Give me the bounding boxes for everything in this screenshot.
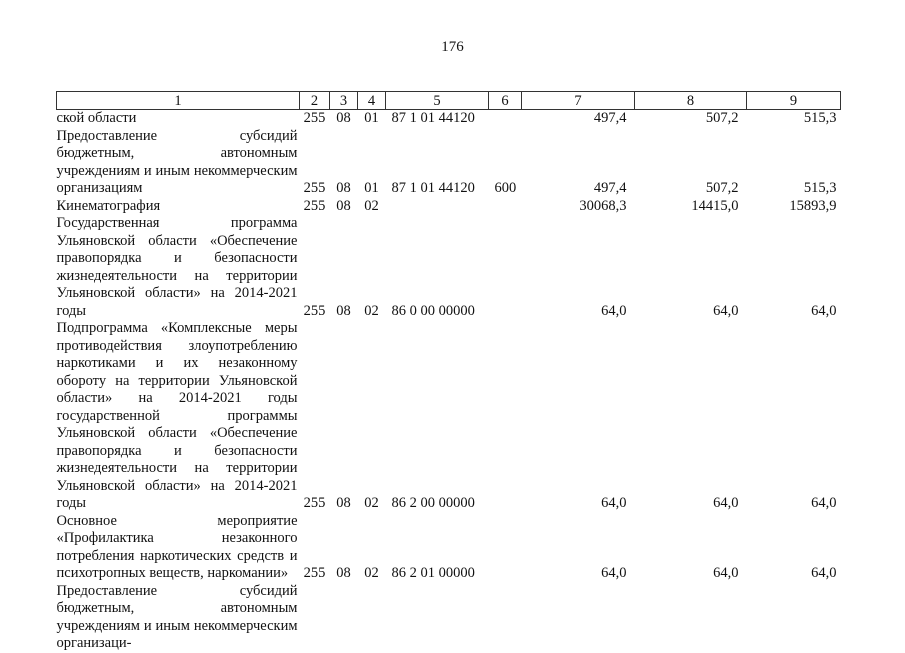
row-amount-col7: [522, 583, 635, 653]
row-admin-code: [300, 583, 330, 653]
row-expense-type: [489, 198, 522, 216]
row-subsection: 02: [364, 302, 379, 319]
row-amount-col7: 64,0: [601, 302, 627, 319]
row-subsection: 02: [364, 565, 379, 581]
row-target-article: 87 1 01 44120: [391, 180, 475, 196]
column-header: 1: [57, 92, 300, 110]
column-header: 6: [489, 92, 522, 110]
row-amount-col8: 507,2: [705, 180, 739, 196]
row-amount-col8: 64,0: [713, 565, 739, 581]
row-amount-col8: [635, 583, 747, 653]
row-name: Кинематография: [56, 197, 161, 214]
row-admin-code: 255: [303, 495, 326, 511]
table-header-row: [57, 92, 841, 110]
table-row: [57, 128, 841, 198]
row-amount-col8: 14415,0: [691, 197, 739, 214]
row-name: Предоставление субсидий бюджетным, автономным учреждениям и иным некоммерческим организациям: [56, 127, 298, 196]
row-amount-col9: [747, 583, 841, 653]
row-target-article: [386, 583, 489, 653]
row-admin-code: 255: [303, 197, 326, 214]
row-section: 08: [336, 495, 351, 511]
row-name: Подпрограмма «Комплексные меры противодействия злоупотреблению наркотиками и их незаконному обороту на территории Ульяновской области» на 2014-2021 годы государственной программы Ульяновской области «Обеспечение правопорядка и безопасности жизнедеятельности на территории Ульяновской области» на 2014-2021 годы: [56, 320, 298, 511]
table-row: [57, 110, 841, 128]
row-amount-col7: 30068,3: [579, 197, 627, 214]
table-row: [57, 215, 841, 320]
row-subsection: 01: [364, 110, 379, 126]
row-target-article: 86 2 00 00000: [391, 495, 475, 511]
row-amount-col7: 497,4: [593, 110, 627, 126]
row-section: 08: [336, 110, 351, 126]
row-name: ской области: [56, 110, 137, 126]
row-name: Основное мероприятие «Профилактика незаконного потребления наркотических средств и психотропных веществ, наркомании»: [56, 512, 298, 581]
row-admin-code: 255: [303, 302, 326, 319]
row-amount-col9: 64,0: [811, 495, 837, 511]
column-header: 2: [300, 92, 330, 110]
column-header: 7: [522, 92, 635, 110]
row-name: Предоставление субсидий бюджетным, автономным учреждениям и иным некоммерческим организаци-: [56, 582, 298, 651]
row-subsection: 02: [364, 197, 379, 214]
row-section: 08: [336, 302, 351, 319]
row-amount-col8: 507,2: [705, 110, 739, 126]
row-section: 08: [336, 180, 351, 196]
row-expense-type: [489, 110, 522, 128]
table-row: [57, 320, 841, 513]
column-header: 4: [358, 92, 386, 110]
budget-table: [56, 91, 841, 653]
row-target-article: 86 2 01 00000: [391, 565, 475, 581]
row-amount-col7: 497,4: [593, 180, 627, 196]
row-admin-code: 255: [303, 180, 326, 196]
row-amount-col9: 515,3: [803, 110, 837, 126]
row-amount-col7: 64,0: [601, 565, 627, 581]
column-header: 5: [386, 92, 489, 110]
table-row: [57, 583, 841, 653]
row-expense-type: [489, 513, 522, 583]
row-target-article: 86 0 00 00000: [391, 302, 475, 319]
row-target-article: 87 1 01 44120: [391, 110, 475, 126]
row-subsection: 01: [364, 180, 379, 196]
row-expense-type: [489, 215, 522, 320]
column-header: 9: [747, 92, 841, 110]
row-expense-type: 600: [494, 180, 517, 196]
row-amount-col7: 64,0: [601, 495, 627, 511]
page-number: 176: [441, 39, 464, 55]
row-amount-col8: 64,0: [713, 495, 739, 511]
row-section: [330, 583, 358, 653]
row-expense-type: [489, 583, 522, 653]
row-subsection: [358, 583, 386, 653]
table-row: [57, 198, 841, 216]
row-amount-col9: 515,3: [803, 180, 837, 196]
row-subsection: 02: [364, 495, 379, 511]
column-header: 8: [635, 92, 747, 110]
row-expense-type: [489, 320, 522, 513]
row-section: 08: [336, 565, 351, 581]
row-admin-code: 255: [303, 110, 326, 126]
row-amount-col9: 15893,9: [789, 197, 837, 214]
row-target-article: [386, 198, 489, 216]
row-amount-col9: 64,0: [811, 565, 837, 581]
row-name: Государственная программа Ульяновской области «Обеспечение правопорядка и безопасности жизнедеятельности на территории Ульяновской области» на 2014-2021 годы: [56, 215, 298, 319]
row-amount-col9: 64,0: [811, 302, 837, 319]
row-section: 08: [336, 197, 351, 214]
row-admin-code: 255: [303, 565, 326, 581]
row-amount-col8: 64,0: [713, 302, 739, 319]
table-row: [57, 513, 841, 583]
column-header: 3: [330, 92, 358, 110]
